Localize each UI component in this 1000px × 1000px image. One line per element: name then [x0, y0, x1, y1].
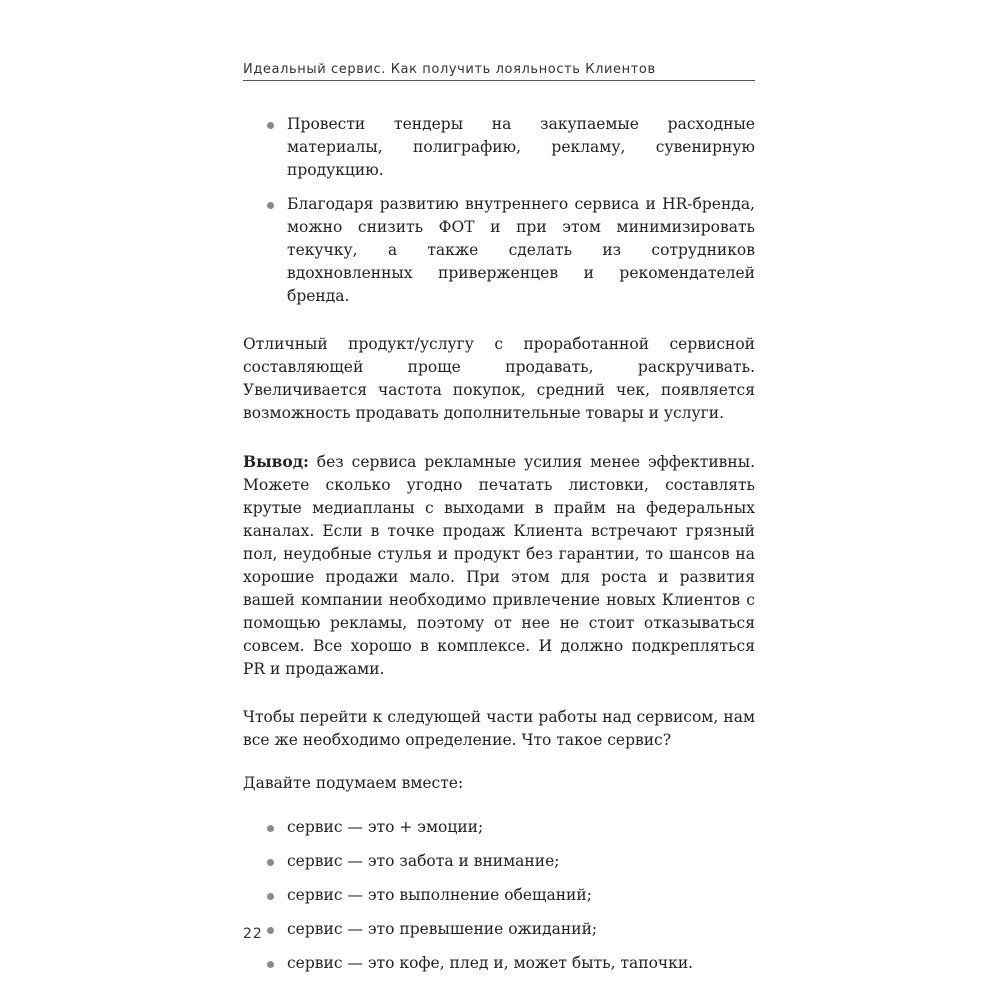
bullet-icon	[267, 927, 274, 934]
list-item-text: сервис — это кофе, плед и, может быть, тапочки.	[287, 954, 694, 972]
list-item	[243, 952, 755, 975]
book-page	[243, 0, 755, 1000]
list-item	[243, 918, 755, 941]
list-item	[243, 850, 755, 873]
list-item	[243, 193, 755, 308]
bullet-icon	[267, 859, 274, 866]
page-body	[243, 113, 755, 975]
list-item	[243, 884, 755, 907]
paragraph-product: Отличный продукт/услугу с проработанной сервисной составляющей проще продавать, раскручивать. Увеличивается частота покупок, средний чек, появляется возможность продавать дополнительные товары и услуги.	[243, 335, 755, 422]
list-item-text: сервис — это забота и внимание;	[287, 852, 560, 870]
service-bullet-list	[243, 816, 755, 975]
running-head: Идеальный сервис. Как получить лояльность Клиентов	[243, 62, 656, 77]
paragraph-think: Давайте подумаем вместе:	[243, 774, 464, 792]
list-item-text: Провести тендеры на закупаемые расходные материалы, полиграфию, рекламу, сувенирную продукцию.	[287, 115, 755, 179]
bullet-icon	[267, 825, 274, 832]
list-item-text: сервис — это выполнение обещаний;	[287, 886, 592, 904]
paragraph-conclusion	[243, 450, 755, 681]
bullet-icon	[267, 893, 274, 900]
paragraph-definition: Чтобы перейти к следующей части работы над сервисом, нам все же необходимо определение. Что такое сервис?	[243, 708, 755, 749]
list-item-text: Благодаря развитию внутреннего сервиса и HR-бренда, можно снизить ФОТ и при этом минимизировать текучку, а также сделать из сотрудников вдохновленных приверженцев и рекомендателей бренда.	[287, 195, 755, 305]
list-item	[243, 816, 755, 839]
bullet-icon	[267, 122, 274, 129]
bullet-icon	[267, 961, 274, 968]
bullet-icon	[267, 202, 274, 209]
top-bullet-list	[243, 113, 755, 308]
list-item-text: сервис — это превышение ожиданий;	[287, 920, 598, 938]
page-number: 22	[243, 926, 263, 942]
list-item-text: сервис — это + эмоции;	[287, 818, 484, 836]
conclusion-text: без сервиса рекламные усилия менее эффективны. Можете сколько угодно печатать листовки, составлять крутые медиапланы с выходами в прайм на федеральных каналах. Если в точке продаж Клиента встречают грязный пол, неудобные стулья и продукт без гарантии, то шансов на хорошие продажи мало. При этом для роста и развития вашей компании необходимо привлечение новых Клиентов с помощью рекламы, поэтому от нее не стоит отказываться совсем. Все хорошо в комплексе. И должно подкрепляться PR и продажами.	[243, 453, 755, 678]
header-rule	[243, 80, 755, 81]
conclusion-label: Вывод:	[243, 452, 309, 471]
list-item	[243, 113, 755, 182]
